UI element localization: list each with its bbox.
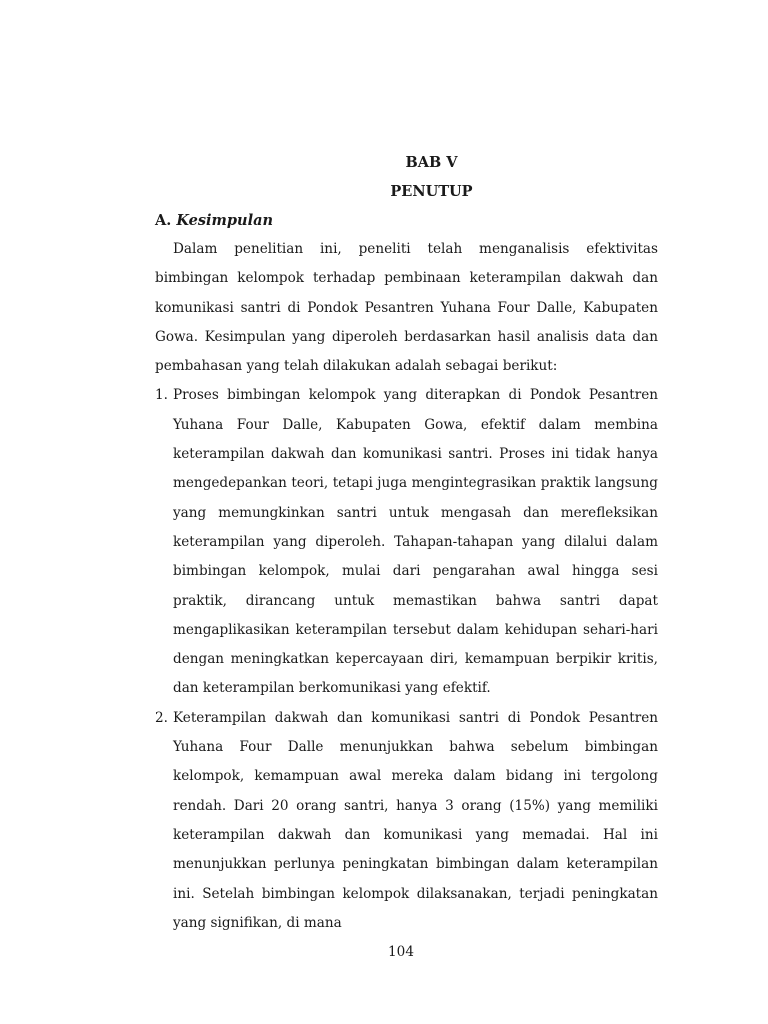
page-number: 104 (388, 944, 414, 960)
list-item-number: 1. (155, 387, 168, 404)
intro-paragraph: Dalam penelitian ini, peneliti telah menganalisis efektivitas bimbingan kelompok terhadap pembinaan keterampilan dakwah dan komunikasi santri di Pondok Pesantren Yuhana Four Dalle, Kabupaten Gowa. Kesimpulan yang diperoleh berdasarkan hasil analisis data dan pembahasan yang telah dilakukan adalah sebagai berikut: (155, 241, 658, 375)
section-letter: A. (155, 212, 172, 229)
list-item-text: Proses bimbingan kelompok yang diterapkan di Pondok Pesantren Yuhana Four Dalle, Kabupaten Gowa, efektif dalam membina keterampilan dakwah dan komunikasi santri. Proses ini tidak hanya mengedepankan teori, tetapi juga mengintegrasikan praktik langsung yang memungkinkan santri untuk mengasah dan merefleksikan keterampilan yang diperoleh. Tahapan-tahapan yang dilalui dalam bimbingan kelompok, mulai dari pengarahan awal hingga sesi praktik, dirancang untuk memastikan bahwa santri dapat mengaplikasikan keterampilan tersebut dalam kehidupan sehari-hari dengan meningkatkan kepercayaan diri, kemampuan berpikir kritis, dan keterampilan berkomunikasi yang efektif. (173, 387, 658, 697)
list-item (155, 381, 658, 703)
chapter-title: PENUTUP (390, 183, 473, 200)
section-title: Kesimpulan (176, 212, 274, 229)
list-item-text: Keterampilan dakwah dan komunikasi santri di Pondok Pesantren Yuhana Four Dalle menunjukkan bahwa sebelum bimbingan kelompok, kemampuan awal mereka dalam bidang ini tergolong rendah. Dari 20 orang santri, hanya 3 orang (15%) yang memiliki keterampilan dakwah dan komunikasi yang memadai. Hal ini menunjukkan perlunya peningkatan bimbingan dalam keterampilan ini. Setelah bimbingan kelompok dilaksanakan, terjadi peningkatan yang signifikan, di mana (173, 709, 658, 931)
conclusion-list (155, 381, 658, 938)
list-item-number: 2. (155, 709, 168, 726)
page-content (155, 148, 658, 938)
chapter-label: BAB V (405, 154, 458, 171)
list-item (155, 704, 658, 938)
section-heading (155, 206, 658, 235)
